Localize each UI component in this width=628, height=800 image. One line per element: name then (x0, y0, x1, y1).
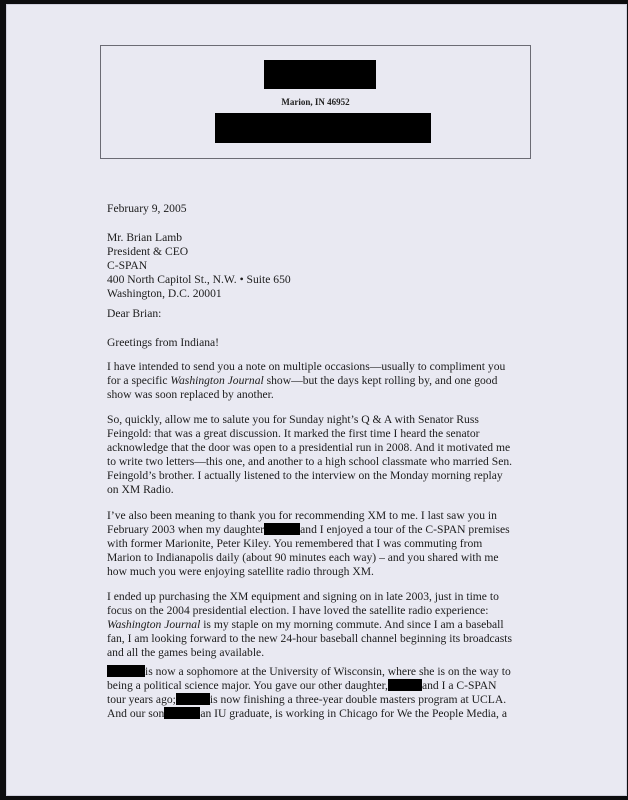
redacted-name (264, 60, 376, 89)
redacted-name (164, 707, 200, 719)
paragraph-3: I’ve also been meaning to thank you for recommending XM to me. I last saw you in February 2003 when my daughter and I enjoyed a tour of the C-SPAN premises with former Marionite, Peter Kiley. You remembered that I was commuting from Marion to Indianapolis daily (about 90 minutes each way) – and you shared with me how much you were enjoying satellite radio through XM. (107, 509, 510, 578)
redacted-contact (215, 113, 431, 143)
letterhead-box (100, 45, 531, 159)
redacted-name (176, 693, 210, 705)
redacted-name (107, 665, 145, 677)
address-line: Mr. Brian Lamb (107, 231, 183, 244)
letter-page (6, 4, 627, 796)
letterhead-city: Marion, IN 46952 (281, 97, 350, 107)
letter-date: February 9, 2005 (107, 202, 187, 215)
address-line: C-SPAN (107, 259, 148, 272)
redacted-name (264, 523, 300, 535)
paragraph-2: So, quickly, allow me to salute you for Sunday night’s Q & A with Senator Russ Feingold: that was a great discussion. It marked the first time I heard the senator acknowledge that the door was open to a presidential run in 2008. And it motivated me to write two letters—this one, and another to a high school classmate who married Sen. Feingold’s brother. I actually listened to the interview on the Monday morning replay on XM Radio. (107, 413, 513, 496)
redacted-name (388, 679, 422, 691)
greeting: Greetings from Indiana! (107, 336, 220, 349)
address-line: Washington, D.C. 20001 (107, 287, 222, 300)
address-line: 400 North Capitol St., N.W. • Suite 650 (107, 273, 291, 286)
recipient-address (107, 231, 537, 301)
paragraph-5: is now a sophomore at the University of Wisconsin, where she is on the way to being a political science major. You gave our other daughter, and I a C-SPAN tour years ago; is now finishing a three-year double masters program at UCLA. And our son an IU graduate, is working in Chicago for We the People Media, a (107, 665, 511, 720)
salutation: Dear Brian: (107, 307, 162, 320)
paragraph-1: I have intended to send you a note on multiple occasions—usually to compliment you for a specific Washington Journal show—but the days kept rolling by, and one good show was soon replaced by another. (107, 360, 506, 401)
paragraph-4: I ended up purchasing the XM equipment and signing on in late 2003, just in time to focus on the 2004 presidential election. I have loved the satellite radio experience: Washington Journal is my staple on my morning commute. And since I am a baseball fan, I am looking forward to the new 24-hour baseball channel beginning its broadcasts and all the games being available. (107, 590, 513, 659)
address-line: President & CEO (107, 245, 189, 258)
